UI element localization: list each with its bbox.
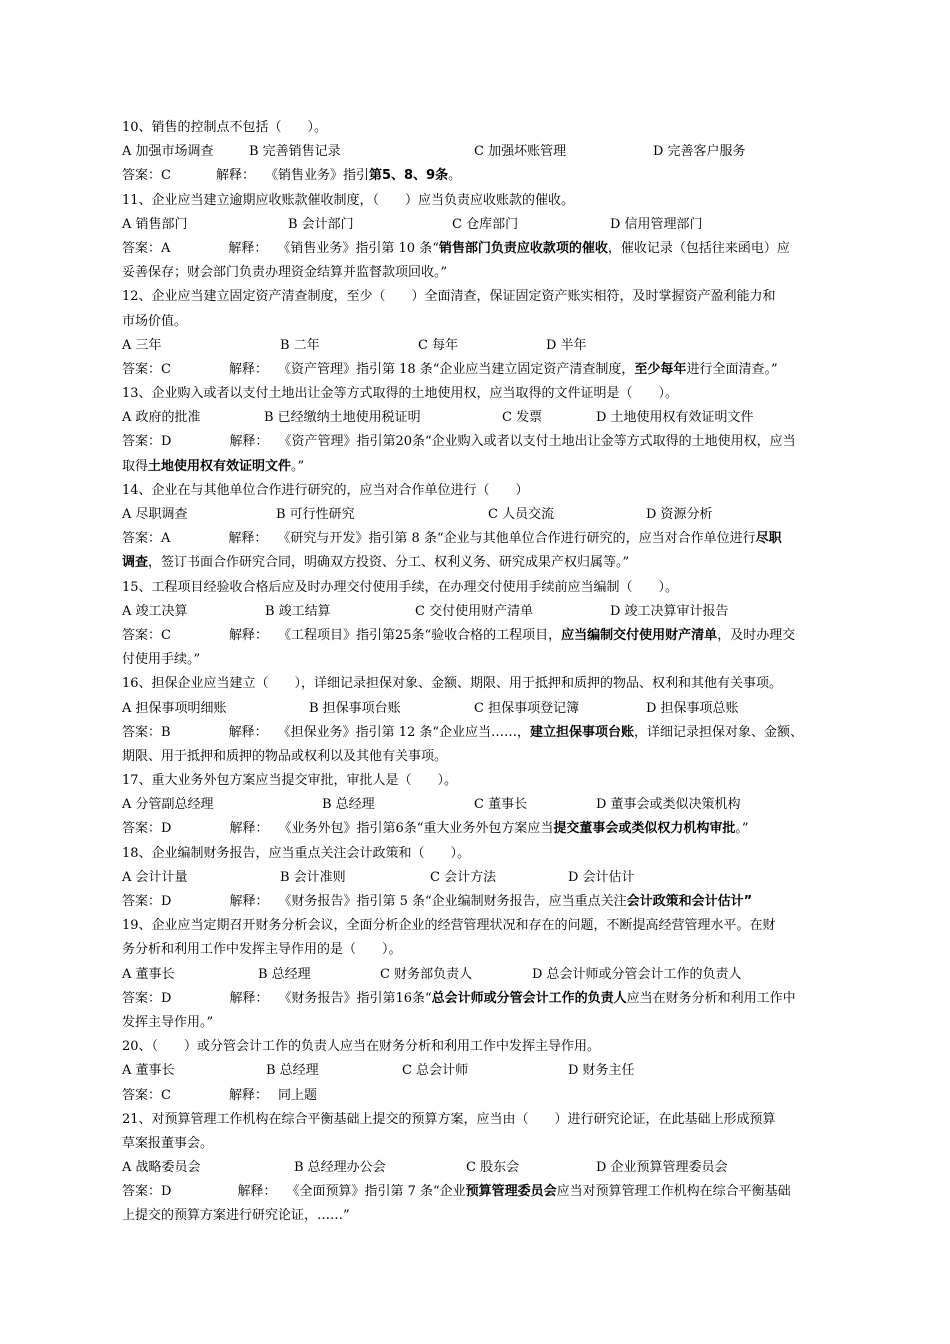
answer-line bbox=[122, 237, 842, 261]
explain-text-end: 。 bbox=[448, 168, 462, 184]
option-b: B 完善销售记录 bbox=[249, 144, 341, 160]
explain-text-end: ，详细记录担保对象、金额、 bbox=[634, 724, 804, 740]
explain-text: 《业务外包》指引第6条“重大业务外包方案应当 bbox=[278, 821, 554, 837]
option-a: A 会计计量 bbox=[122, 869, 188, 885]
options-row bbox=[122, 793, 842, 817]
explain-text: 《担保业务》指引第 12 条“企业应当……， bbox=[277, 724, 531, 740]
option-d: D 担保事项总账 bbox=[646, 700, 739, 716]
question-text: 12、企业应当建立固定资产清查制度，至少（ ）全面清查，保证固定资产账实相符，及时掌握资产盈利能力和 bbox=[122, 289, 776, 305]
option-d: D 半年 bbox=[546, 337, 587, 353]
explain-text: 《工程项目》指引第25条“验收合格的工程项目， bbox=[277, 627, 562, 643]
option-d: D 会计估计 bbox=[568, 869, 635, 885]
option-b: B 总经理 bbox=[322, 797, 375, 813]
option-b: B 总经理 bbox=[266, 1063, 319, 1079]
explain-emphasis: 至少每年 bbox=[634, 361, 687, 377]
option-a: A 加强市场调查 bbox=[122, 144, 214, 160]
explain-emphasis: 会计政策和会计估计” bbox=[626, 894, 753, 909]
option-a: A 三年 bbox=[122, 337, 162, 353]
question-text: 14、企业在与其他单位合作进行研究的，应当对合作单位进行（ ） bbox=[122, 482, 529, 498]
explain-emphasis: 销售部门负责应收款项的催收 bbox=[438, 240, 608, 256]
explain-text-end: 应当对预算管理工作机构在综合平衡基础 bbox=[556, 1184, 791, 1200]
explain-label: 解释： bbox=[228, 1087, 268, 1103]
explain-emphasis: 尽职 bbox=[755, 531, 782, 547]
explain-label: 解释： bbox=[237, 1184, 277, 1200]
explain-emphasis: 土地使用权有效证明文件 bbox=[148, 458, 292, 474]
question-text: 15、工程项目经验收合格后应及时办理交付使用手续，在办理交付使用手续前应当编制（ ）。 bbox=[122, 579, 679, 595]
option-d: D 总会计师或分管会计工作的负责人 bbox=[532, 966, 742, 982]
option-a: A 竣工决算 bbox=[122, 603, 188, 619]
answer-label: 答案：D bbox=[122, 1184, 172, 1200]
answer-label: 答案：C bbox=[122, 168, 171, 184]
option-d: D 资源分析 bbox=[646, 507, 713, 522]
explain-text: 取得 bbox=[122, 458, 149, 474]
options-row bbox=[122, 866, 842, 890]
answer-line bbox=[122, 1180, 842, 1204]
explain-label: 解释： bbox=[228, 240, 268, 256]
explain-text: 《全面预算》指引第 7 条“企业 bbox=[286, 1184, 466, 1200]
answer-line bbox=[122, 624, 842, 648]
explain-text: 《资产管理》指引第 18 条“企业应当建立固定资产清查制度， bbox=[277, 361, 635, 377]
explain-continuation: 发挥主导作用。” bbox=[122, 1014, 214, 1030]
answer-line bbox=[122, 890, 842, 914]
question-text: 21、对预算管理工作机构在综合平衡基础上提交的预算方案，应当由（ ）进行研究论证，在此基础上形成预算 bbox=[122, 1111, 776, 1127]
explain-text: 《销售业务》指引 bbox=[264, 168, 369, 184]
explain-continuation bbox=[122, 551, 842, 575]
explain-text: 《销售业务》指引第 10 条“ bbox=[277, 240, 439, 256]
explain-text: 《研究与开发》指引第 8 条“企业与其他单位合作进行研究的，应当对合作单位进行 bbox=[277, 531, 756, 547]
explain-text: 《财务报告》指引第 5 条“企业编制财务报告，应当重点关注 bbox=[278, 894, 627, 909]
answer-label: 答案：C bbox=[122, 361, 171, 377]
option-c: C 加强坏账管理 bbox=[474, 144, 567, 160]
option-c: C 董事长 bbox=[474, 797, 528, 813]
explain-text-end: 。” bbox=[735, 821, 749, 837]
explain-continuation: 期限、用于抵押和质押的物品或权利以及其他有关事项。 bbox=[122, 748, 448, 764]
option-d: D 土地使用权有效证明文件 bbox=[596, 410, 754, 426]
answer-label: 答案：D bbox=[122, 821, 172, 837]
explain-label: 解释： bbox=[228, 724, 268, 740]
explain-label: 解释： bbox=[229, 434, 269, 450]
option-b: B 总经理 bbox=[258, 966, 311, 982]
explain-text-end: 。” bbox=[291, 458, 305, 474]
answer-label: 答案：C bbox=[122, 1087, 171, 1103]
options-row bbox=[122, 406, 842, 430]
option-b: B 二年 bbox=[280, 337, 320, 353]
question-text: 18、企业编制财务报告，应当重点关注会计政策和（ ）。 bbox=[122, 845, 471, 861]
explain-label: 解释： bbox=[228, 531, 268, 547]
explain-label: 解释： bbox=[228, 361, 268, 377]
answer-label: 答案：A bbox=[122, 240, 171, 256]
question-list bbox=[122, 116, 842, 1229]
explain-label: 解释： bbox=[228, 627, 268, 643]
option-c: C 每年 bbox=[418, 337, 459, 353]
option-a: A 董事长 bbox=[122, 1063, 175, 1079]
option-d: D 信用管理部门 bbox=[610, 216, 703, 232]
answer-label: 答案：D bbox=[122, 434, 172, 450]
option-c: C 担保事项登记簿 bbox=[474, 700, 580, 716]
explain-text-end: ，及时办理交 bbox=[717, 627, 796, 643]
option-a: A 分管副总经理 bbox=[122, 797, 214, 813]
option-b: B 竣工结算 bbox=[265, 603, 331, 619]
options-row bbox=[122, 697, 842, 721]
option-c: C 仓库部门 bbox=[452, 216, 519, 232]
option-c: C 发票 bbox=[502, 410, 543, 426]
explain-text-end: ，签订书面合作研究合同，明确双方投资、分工、权利义务、研究成果产权归属等。” bbox=[148, 555, 630, 571]
answer-line bbox=[122, 721, 842, 745]
options-row bbox=[122, 140, 842, 164]
options-row bbox=[122, 600, 842, 624]
options-row bbox=[122, 334, 842, 358]
question-text: 10、销售的控制点不包括（ ）。 bbox=[122, 120, 328, 135]
options-row bbox=[122, 503, 842, 527]
option-b: B 总经理办公会 bbox=[294, 1160, 386, 1176]
question-text-cont: 务分析和利用工作中发挥主导作用的是（ ）。 bbox=[122, 942, 402, 958]
answer-line bbox=[122, 430, 842, 454]
option-a: A 担保事项明细账 bbox=[122, 700, 227, 716]
explain-continuation bbox=[122, 455, 842, 479]
option-a: A 尽职调查 bbox=[122, 507, 188, 522]
option-c: C 人员交流 bbox=[488, 507, 555, 522]
explain-text: 《财务报告》指引第16条“ bbox=[278, 990, 432, 1006]
explain-continuation: 付使用手续。” bbox=[122, 652, 201, 668]
question-text: 17、重大业务外包方案应当提交审批，审批人是（ ）。 bbox=[122, 773, 458, 789]
explain-emphasis: 调查 bbox=[122, 555, 149, 571]
explain-label: 解释： bbox=[229, 894, 269, 909]
option-d: D 企业预算管理委员会 bbox=[596, 1160, 728, 1176]
question-text: 19、企业应当定期召开财务分析会议，全面分析企业的经营管理状况和存在的问题，不断提高经营管理水平。在财 bbox=[122, 918, 776, 934]
option-a: A 董事长 bbox=[122, 966, 175, 982]
option-c: C 股东会 bbox=[466, 1160, 520, 1176]
explain-text: 同上题 bbox=[277, 1087, 317, 1103]
explain-text-end: ，催收记录（包括往来函电）应 bbox=[607, 240, 790, 256]
options-row bbox=[122, 213, 842, 237]
answer-label: 答案：A bbox=[122, 531, 171, 547]
question-text-cont: 市场价值。 bbox=[122, 313, 188, 329]
option-d: D 董事会或类似决策机构 bbox=[596, 797, 741, 813]
answer-line bbox=[122, 527, 842, 551]
explain-text-end: 应当在财务分析和利用工作中 bbox=[626, 990, 796, 1006]
answer-label: 答案：B bbox=[122, 724, 171, 740]
answer-line bbox=[122, 817, 842, 841]
explain-continuation: 妥善保存；财会部门负责办理资金结算并监督款项回收。” bbox=[122, 265, 448, 281]
option-a: A 销售部门 bbox=[122, 216, 188, 232]
answer-label: 答案：C bbox=[122, 627, 171, 643]
question-text: 13、企业购入或者以支付土地出让金等方式取得的土地使用权，应当取得的文件证明是（ ）。 bbox=[122, 386, 679, 402]
explain-emphasis: 第5、8、9条 bbox=[368, 168, 449, 184]
explain-continuation: 上提交的预算方案进行研究论证，……” bbox=[122, 1208, 350, 1224]
option-c: C 会计方法 bbox=[430, 869, 497, 885]
answer-line bbox=[122, 987, 842, 1011]
option-d: D 完善客户服务 bbox=[653, 144, 746, 160]
explain-text-end: 进行全面清查。” bbox=[686, 361, 778, 377]
question-text: 16、担保企业应当建立（ ），详细记录担保对象、金额、期限、用于抵押和质押的物品、权利和其他有关事项。 bbox=[122, 676, 783, 692]
option-c: C 财务部负责人 bbox=[380, 966, 473, 982]
option-c: C 交付使用财产清单 bbox=[415, 603, 534, 619]
answer-line bbox=[122, 164, 842, 188]
options-row bbox=[122, 1156, 842, 1180]
answer-label: 答案：D bbox=[122, 990, 172, 1006]
explain-emphasis: 应当编制交付使用财产清单 bbox=[561, 627, 718, 643]
question-text: 11、企业应当建立逾期应收账款催收制度，（ ）应当负责应收账款的催收。 bbox=[122, 192, 575, 208]
explain-text: 《资产管理》指引第20条“企业购入或者以支付土地出让金等方式取得的土地使用权，应当 bbox=[278, 434, 796, 450]
answer-line bbox=[122, 1084, 842, 1108]
answer-line bbox=[122, 358, 842, 382]
explain-emphasis: 总会计师或分管会计工作的负责人 bbox=[431, 990, 627, 1006]
question-text-cont: 草案报董事会。 bbox=[122, 1135, 214, 1151]
option-b: B 担保事项台账 bbox=[309, 700, 401, 716]
explain-emphasis: 预算管理委员会 bbox=[465, 1184, 557, 1200]
option-d: D 竣工决算审计报告 bbox=[610, 603, 729, 619]
explain-emphasis: 提交董事会或类似权力机构审批 bbox=[553, 821, 736, 837]
option-c: C 总会计师 bbox=[402, 1063, 469, 1079]
question-text: 20、（ ）或分管会计工作的负责人应当在财务分析和利用工作中发挥主导作用。 bbox=[122, 1039, 601, 1055]
option-b: B 会计准则 bbox=[280, 869, 346, 885]
explain-emphasis: 建立担保事项台账 bbox=[530, 724, 635, 740]
option-b: B 可行性研究 bbox=[276, 507, 355, 522]
explain-label: 解释： bbox=[215, 168, 255, 184]
option-b: B 已经缴纳土地使用税证明 bbox=[264, 410, 421, 426]
answer-label: 答案：D bbox=[122, 894, 172, 909]
option-d: D 财务主任 bbox=[568, 1063, 635, 1079]
option-a: A 战略委员会 bbox=[122, 1160, 201, 1176]
explain-label: 解释： bbox=[229, 990, 269, 1006]
explain-label: 解释： bbox=[229, 821, 269, 837]
options-row bbox=[122, 963, 842, 987]
option-b: B 会计部门 bbox=[288, 216, 354, 232]
options-row bbox=[122, 1059, 842, 1083]
option-a: A 政府的批准 bbox=[122, 410, 201, 426]
